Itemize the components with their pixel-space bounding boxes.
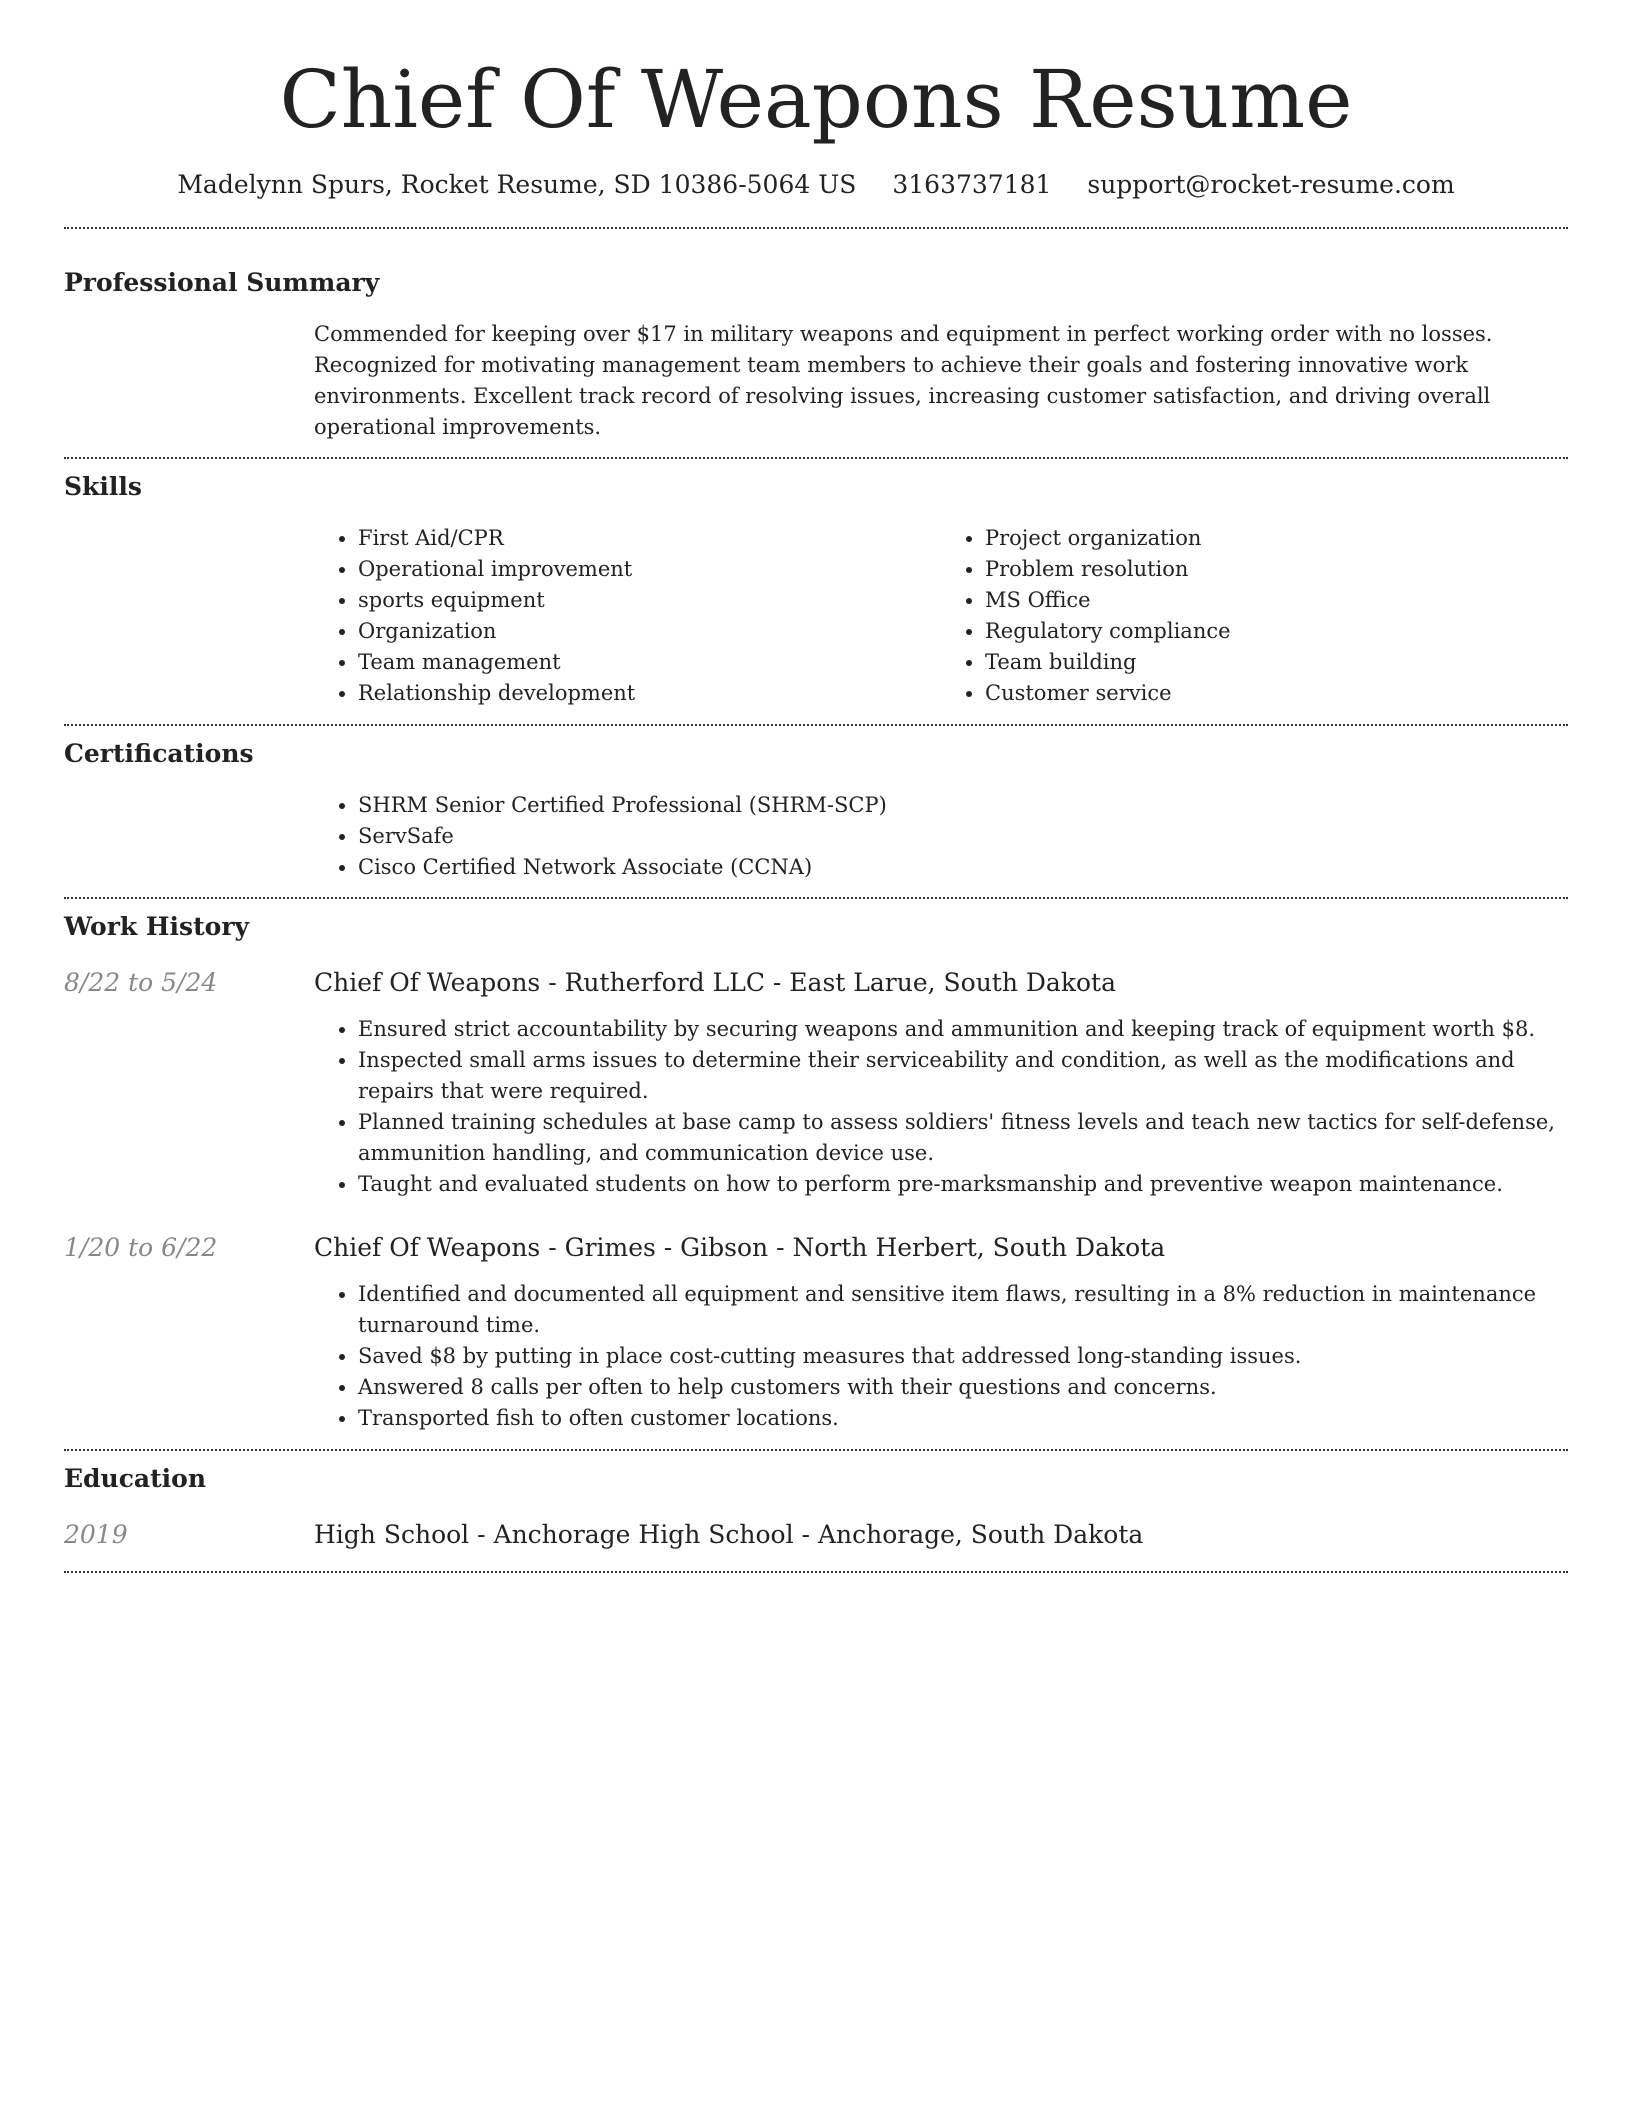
- skills-grid: [314, 523, 1568, 709]
- job-entry: [64, 966, 1568, 1200]
- job-bullet: • Answered 8 calls per often to help customers with their questions and concerns.: [358, 1372, 1568, 1403]
- certification-item: • Cisco Certified Network Associate (CCNA): [358, 852, 1568, 883]
- contact-address: Madelynn Spurs, Rocket Resume, SD 10386-5064 US: [177, 170, 857, 199]
- section-heading-skills: Skills: [64, 472, 142, 501]
- contact-line: [64, 168, 1568, 202]
- certifications-row: [64, 790, 1568, 883]
- education-entry-title: High School - Anchorage High School - Anchorage, South Dakota: [314, 1520, 1144, 1549]
- job-title: Chief Of Weapons - Rutherford LLC - East Larue, South Dakota: [314, 968, 1116, 997]
- job-bullet: • Identified and documented all equipment and sensitive item flaws, resulting in a 8% reduction in maintenance turnaround time.: [358, 1279, 1568, 1341]
- job-bullet: • Transported fish to often customer locations.: [358, 1403, 1568, 1434]
- job-bullets: [314, 1279, 1568, 1434]
- skill-item: • Problem resolution: [985, 554, 1568, 585]
- divider: [64, 1449, 1568, 1451]
- job-dates: 1/20 to 6/22: [64, 1233, 218, 1262]
- section-heading-work-history: Work History: [64, 912, 250, 941]
- divider: [64, 724, 1568, 726]
- divider: [64, 897, 1568, 899]
- skills-row: [64, 523, 1568, 709]
- certification-item: • ServSafe: [358, 821, 1568, 852]
- skill-item: • Customer service: [985, 678, 1568, 709]
- skill-item: • MS Office: [985, 585, 1568, 616]
- skill-item: • Organization: [358, 616, 941, 647]
- skill-item: • Team management: [358, 647, 941, 678]
- skill-item: • Relationship development: [358, 678, 941, 709]
- skill-item: • Project organization: [985, 523, 1568, 554]
- skill-item: • Regulatory compliance: [985, 616, 1568, 647]
- summary-text: Commended for keeping over $17 in military weapons and equipment in perfect working order with no losses. Recognized for motivating management team members to achieve their goals and fostering innovative work environments. Excellent track record of resolving issues, increasing customer satisfaction, and driving overall operational improvements.: [314, 322, 1493, 439]
- certification-item: • SHRM Senior Certified Professional (SHRM-SCP): [358, 790, 1568, 821]
- job-bullet: • Planned training schedules at base camp to assess soldiers' fitness levels and teach new tactics for self-defense, ammunition handling, and communication device use.: [358, 1107, 1568, 1169]
- job-bullets: [314, 1014, 1568, 1200]
- divider: [64, 227, 1568, 229]
- contact-phone: 3163737181: [892, 170, 1052, 199]
- job-bullet: • Taught and evaluated students on how to perform pre-marksmanship and preventive weapon maintenance.: [358, 1169, 1568, 1200]
- summary-row: [64, 319, 1568, 443]
- skill-item: • sports equipment: [358, 585, 941, 616]
- section-heading-certifications: Certifications: [64, 739, 254, 768]
- resume-title: Chief Of Weapons Resume: [279, 53, 1353, 146]
- job-bullet: • Inspected small arms issues to determine their serviceability and condition, as well as the modifications and repairs that were required.: [358, 1045, 1568, 1107]
- divider: [64, 457, 1568, 459]
- section-heading-summary: Professional Summary: [64, 268, 380, 297]
- contact-email: support@rocket-resume.com: [1087, 170, 1455, 199]
- skill-item: • First Aid/CPR: [358, 523, 941, 554]
- divider: [64, 1571, 1568, 1573]
- education-year: 2019: [64, 1520, 128, 1549]
- job-dates: 8/22 to 5/24: [64, 968, 218, 997]
- skills-list-right: [941, 523, 1568, 709]
- certifications-list: [314, 790, 1568, 883]
- resume-page: [64, 0, 1568, 1573]
- job-entry: [64, 1231, 1568, 1434]
- job-title: Chief Of Weapons - Grimes - Gibson - North Herbert, South Dakota: [314, 1233, 1166, 1262]
- skill-item: • Team building: [985, 647, 1568, 678]
- section-heading-education: Education: [64, 1464, 207, 1493]
- skills-list-left: [314, 523, 941, 709]
- job-bullet: • Saved $8 by putting in place cost-cutting measures that addressed long-standing issues.: [358, 1341, 1568, 1372]
- job-bullet: • Ensured strict accountability by securing weapons and ammunition and keeping track of equipment worth $8.: [358, 1014, 1568, 1045]
- education-entry: [64, 1518, 1568, 1552]
- skill-item: • Operational improvement: [358, 554, 941, 585]
